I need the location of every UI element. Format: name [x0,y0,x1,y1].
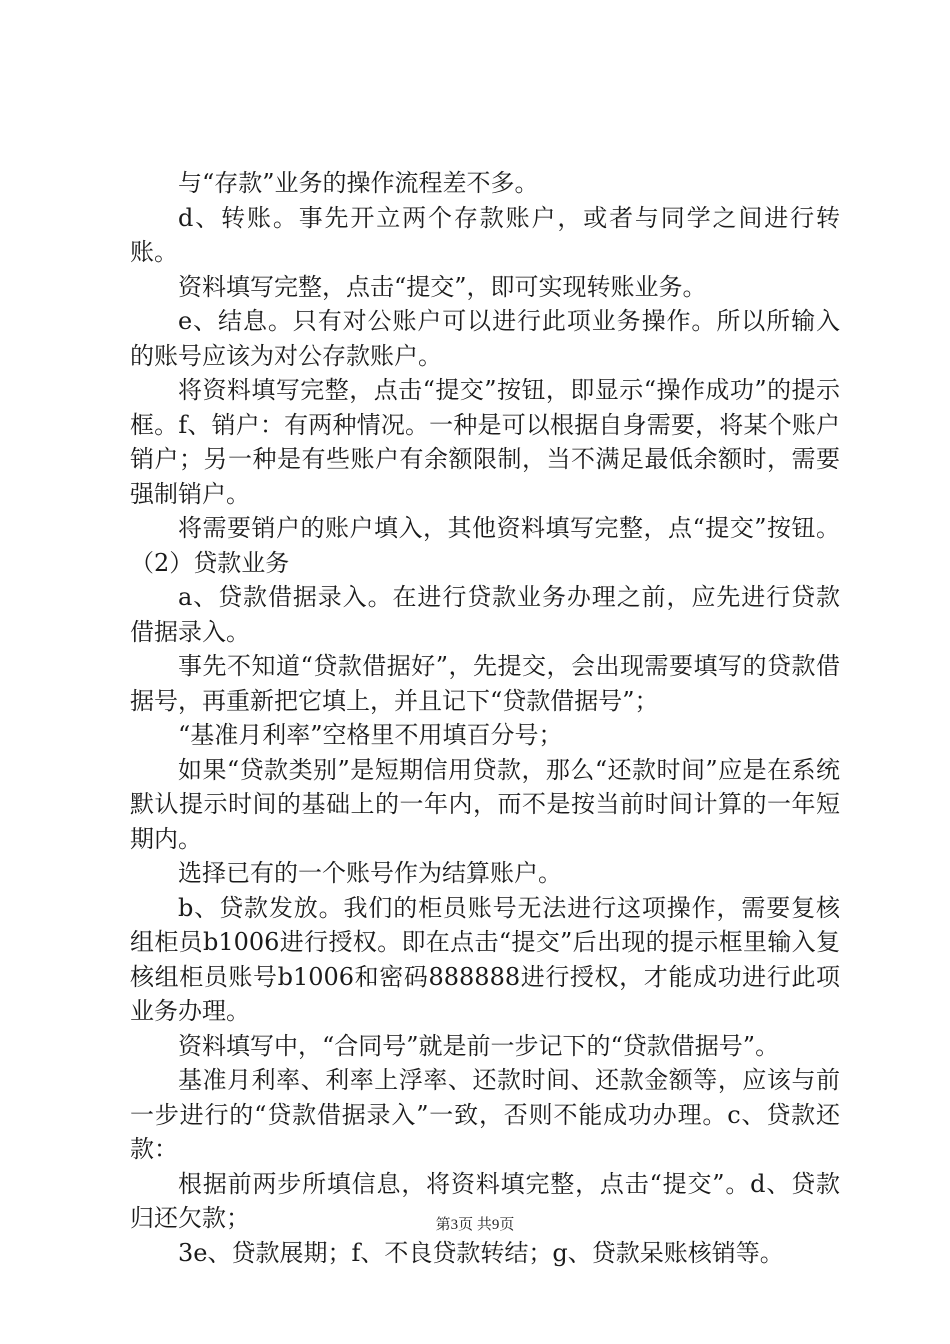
paragraph-6: 将需要销户的账户填入，其他资料填写完整，点“提交”按钮。（2）贷款业务 [130,514,840,577]
paragraph-12: b、贷款发放。我们的柜员账号无法进行这项操作，需要复核组柜员b1006进行授权。即在点击“提交”后出现的提示框里输入复核组柜员账号b1006和密码888888进行授权，才能成功进行此项业务办理。 [130,893,840,1025]
paragraph-15: 根据前两步所填信息，将资料填完整，点击“提交”。d、贷款归还欠款； [130,1169,840,1232]
document-body [130,166,840,1270]
paragraph-10: 如果“贷款类别”是短期信用贷款，那么“还款时间”应是在系统默认提示时间的基础上的一年内，而不是按当前时间计算的一年短期内。 [130,755,840,853]
paragraph-13: 资料填写中，“合同号”就是前一步记下的“贷款借据号”。 [178,1031,780,1060]
paragraph-16: 3e、贷款展期；f、不良贷款转结；g、贷款呆账核销等。 [178,1238,784,1267]
paragraph-11: 选择已有的一个账号作为结算账户。 [178,859,562,887]
paragraph-14: 基准月利率、利率上浮率、还款时间、还款金额等，应该与前一步进行的“贷款借据录入”一致，否则不能成功办理。c、贷款还款： [130,1066,840,1163]
paragraph-9: “基准月利率”空格里不用填百分号； [178,721,563,749]
paragraph-1: 与“存款”业务的操作流程差不多。 [178,169,539,197]
paragraph-8: 事先不知道“贷款借据好”，先提交，会出现需要填写的贷款借据号，再重新把它填上，并且记下“贷款借据号”； [130,652,840,715]
paragraph-4: e、结息。只有对公账户可以进行此项业务操作。所以所输入的账号应该为对公存款账户。 [130,307,840,370]
paragraph-3: 资料填写完整，点击“提交”，即可实现转账业务。 [178,272,707,301]
paragraph-7: a、贷款借据录入。在进行贷款业务办理之前，应先进行贷款借据录入。 [130,583,840,646]
paragraph-5: 将资料填写完整，点击“提交”按钮，即显示“操作成功”的提示框。f、销户：有两种情况。一种是可以根据自身需要，将某个账户销户；另一种是有些账户有余额限制，当不满足最低余额时，需要强制销户。 [130,376,840,508]
paragraph-2: d、转账。事先开立两个存款账户，或者与同学之间进行转账。 [130,203,840,266]
page-footer: 第3页 共9页 [435,1217,515,1233]
